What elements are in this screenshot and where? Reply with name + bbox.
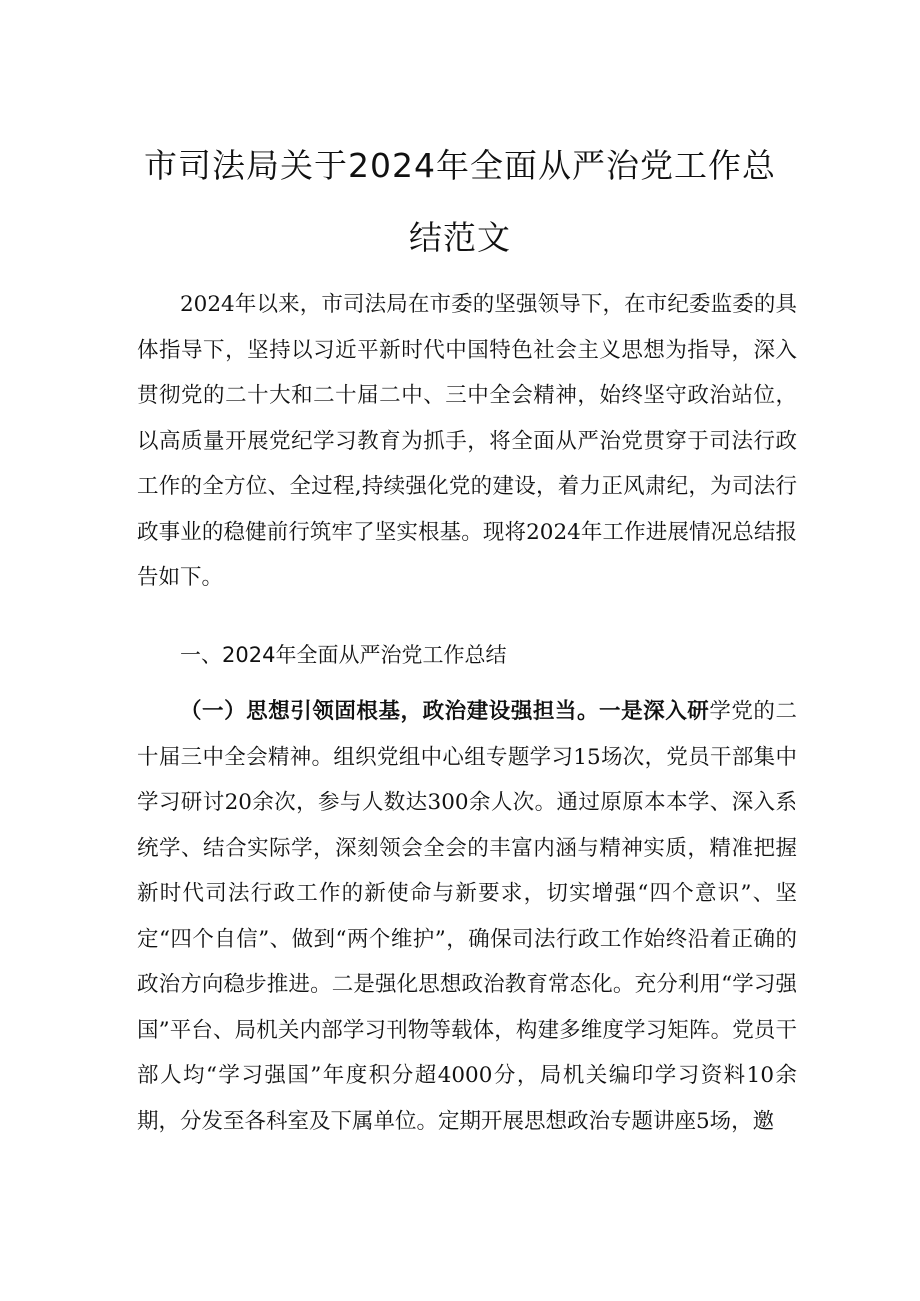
subsection-1-body: 学党的二十届三中全会精神。组织党组中心组专题学习15场次，党员干部集中学习研讨20余次，参与人数达300余人次。通过原原本本学、深入系统学、结合实际学，深刻领会全会的丰富内涵与精神实质，精准把握新时代司法行政工作的新使命与新要求，切实增强“四个意识”、坚定“四个自信”、做到“两个维护”，确保司法行政工作始终沿着正确的政治方向稳步推进。二是强化思想政治教育常态化。充分利用“学习强国”平台、局机关内部学习刊物等载体，构建多维度学习矩阵。党员干部人均“学习强国”年度积分超4000分，局机关编印学习资料10余期，分发至各科室及下属单位。定期开展思想政治专题讲座5场，邀 [137,699,797,1134]
section-1-heading: 一、2024年全面从严治党工作总结 [180,643,507,667]
intro-paragraph: 2024年以来，市司法局在市委的坚强领导下，在市纪委监委的具体指导下，坚持以习近平新时代中国特色社会主义思想为指导，深入贯彻党的二十大和二十届二中、三中全会精神，始终坚守政治站位，以高质量开展党纪学习教育为抓手，将全面从严治党贯穿于司法行政工作的全方位、全过程,持续强化党的建设，着力正风肃纪，为司法行政事业的稳健前行筑牢了坚实根基。现将2024年工作进展情况总结报告如下。 [137,292,797,590]
subsection-1-paragraph [137,689,797,1144]
document-title-line-2: 结范文 [409,218,511,257]
subsection-1-bold-lead: （一）思想引领固根基，政治建设强担当。一是深入研 [180,699,710,724]
document-title-line-1: 市司法局关于2024年全面从严治党工作总 [144,146,776,185]
